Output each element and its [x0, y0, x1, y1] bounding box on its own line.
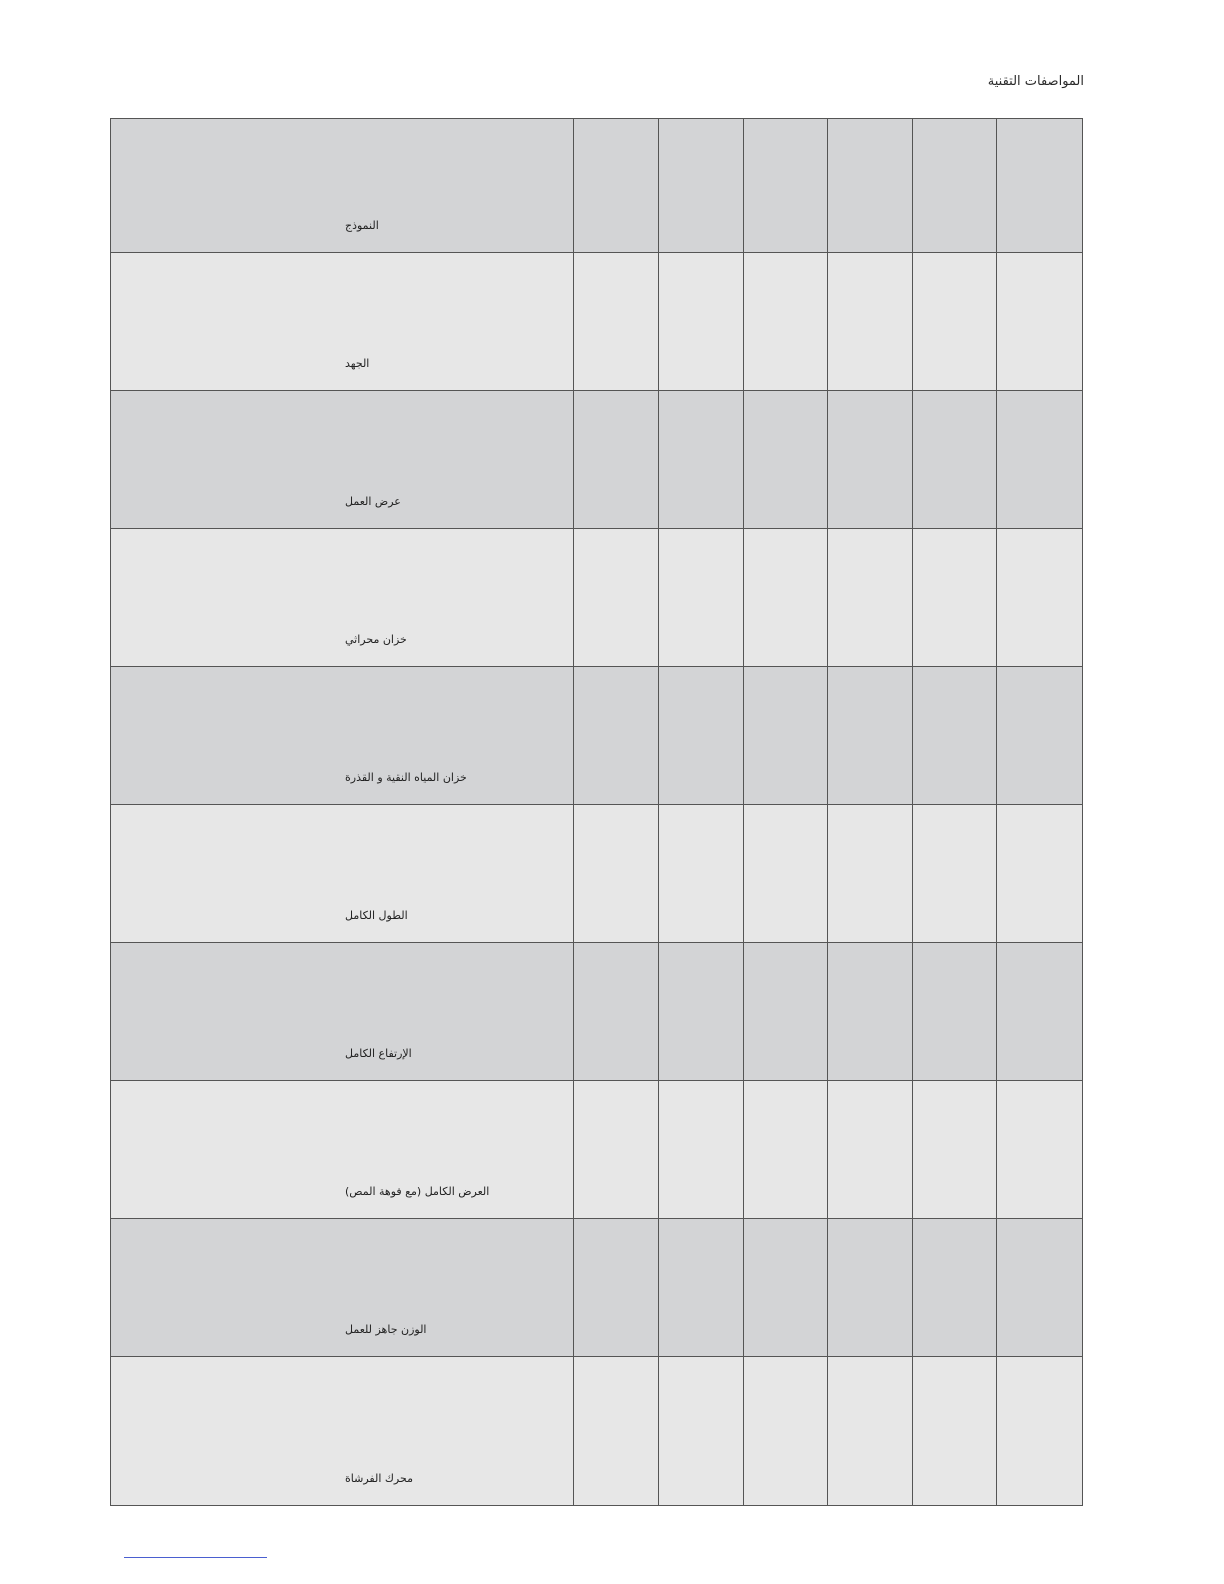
spec-value-cell: [744, 119, 828, 253]
footnote-separator: [124, 1557, 267, 1558]
spec-value-cell: [659, 253, 744, 391]
spec-value-cell: [744, 391, 828, 529]
spec-value-cell: [659, 943, 744, 1081]
table-row: [111, 1357, 1083, 1506]
spec-value-cell: [828, 943, 913, 1081]
spec-label: الإرتفاع الكامل: [345, 1047, 412, 1060]
specifications-table: [110, 118, 1083, 1506]
spec-value-cell: [574, 119, 659, 253]
spec-value-cell: [574, 1081, 659, 1219]
table-row: [111, 943, 1083, 1081]
table-row: [111, 805, 1083, 943]
spec-value-cell: [913, 1357, 997, 1506]
spec-value-cell: [574, 529, 659, 667]
spec-value-cell: [659, 119, 744, 253]
spec-label: النموذج: [345, 219, 379, 232]
spec-label: خزان المياه النقية و القذرة: [345, 771, 467, 784]
spec-value-cell: [913, 253, 997, 391]
spec-value-cell: [997, 119, 1083, 253]
spec-value-cell: [997, 805, 1083, 943]
spec-value-cell: [828, 253, 913, 391]
spec-value-cell: [659, 667, 744, 805]
spec-label: عرض العمل: [345, 495, 401, 508]
spec-label-cell: [111, 529, 574, 667]
spec-label: الوزن جاهز للعمل: [345, 1323, 427, 1336]
spec-value-cell: [913, 943, 997, 1081]
spec-value-cell: [997, 1357, 1083, 1506]
table-row: [111, 529, 1083, 667]
spec-label-cell: [111, 391, 574, 529]
spec-value-cell: [574, 667, 659, 805]
spec-value-cell: [744, 1219, 828, 1357]
spec-value-cell: [828, 391, 913, 529]
table-row: [111, 1219, 1083, 1357]
spec-value-cell: [659, 391, 744, 529]
spec-value-cell: [744, 943, 828, 1081]
spec-label-cell: [111, 667, 574, 805]
spec-label: محرك الفرشاة: [345, 1472, 413, 1485]
spec-value-cell: [744, 1081, 828, 1219]
spec-value-cell: [913, 119, 997, 253]
spec-label-cell: [111, 253, 574, 391]
spec-value-cell: [913, 805, 997, 943]
spec-value-cell: [744, 805, 828, 943]
spec-value-cell: [744, 667, 828, 805]
spec-value-cell: [659, 529, 744, 667]
spec-label-cell: [111, 1357, 574, 1506]
spec-value-cell: [574, 943, 659, 1081]
spec-value-cell: [828, 1219, 913, 1357]
table-row: [111, 253, 1083, 391]
spec-value-cell: [744, 253, 828, 391]
spec-value-cell: [574, 253, 659, 391]
table-row: [111, 1081, 1083, 1219]
spec-value-cell: [828, 1081, 913, 1219]
spec-value-cell: [659, 1219, 744, 1357]
spec-value-cell: [913, 391, 997, 529]
spec-label: الجهد: [345, 357, 370, 370]
spec-value-cell: [913, 1219, 997, 1357]
spec-value-cell: [659, 1357, 744, 1506]
spec-value-cell: [828, 529, 913, 667]
spec-value-cell: [574, 1357, 659, 1506]
spec-label: الطول الكامل: [345, 909, 408, 922]
spec-value-cell: [997, 1219, 1083, 1357]
spec-value-cell: [997, 253, 1083, 391]
spec-value-cell: [574, 1219, 659, 1357]
spec-value-cell: [997, 529, 1083, 667]
spec-value-cell: [913, 1081, 997, 1219]
spec-value-cell: [828, 805, 913, 943]
spec-value-cell: [574, 391, 659, 529]
page-title: المواصفات التقنية: [987, 74, 1084, 89]
spec-value-cell: [744, 529, 828, 667]
spec-value-cell: [574, 805, 659, 943]
spec-value-cell: [997, 1081, 1083, 1219]
spec-value-cell: [997, 391, 1083, 529]
spec-value-cell: [997, 667, 1083, 805]
spec-value-cell: [828, 1357, 913, 1506]
spec-label-cell: [111, 119, 574, 253]
spec-label-cell: [111, 1219, 574, 1357]
spec-value-cell: [913, 529, 997, 667]
spec-label-cell: [111, 805, 574, 943]
spec-value-cell: [828, 667, 913, 805]
spec-label: خزان محراثي: [345, 633, 407, 646]
spec-value-cell: [997, 943, 1083, 1081]
spec-value-cell: [828, 119, 913, 253]
table-row: [111, 119, 1083, 253]
spec-label-cell: [111, 1081, 574, 1219]
table-row: [111, 667, 1083, 805]
spec-value-cell: [913, 667, 997, 805]
spec-label-cell: [111, 943, 574, 1081]
table-row: [111, 391, 1083, 529]
spec-value-cell: [659, 805, 744, 943]
spec-value-cell: [744, 1357, 828, 1506]
spec-label: العرض الكامل (مع فوهة المص): [345, 1185, 490, 1198]
spec-value-cell: [659, 1081, 744, 1219]
